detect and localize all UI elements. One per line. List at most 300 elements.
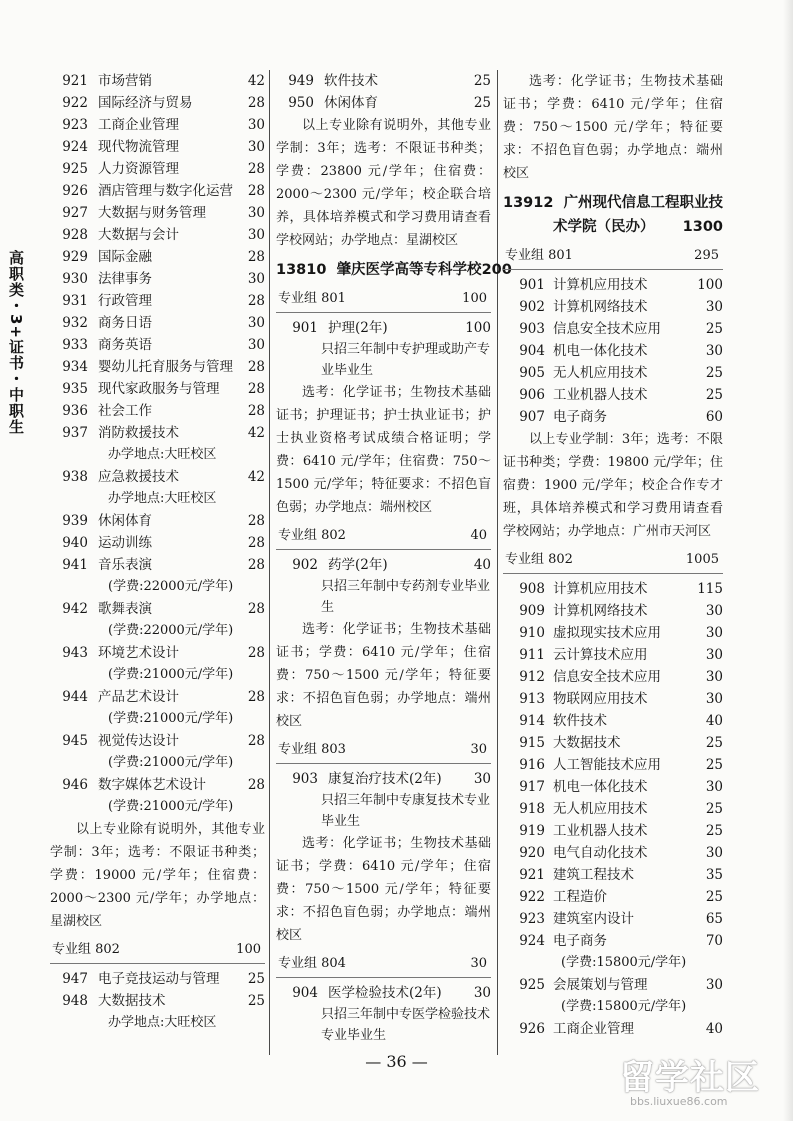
major-code: 904: [519, 343, 545, 359]
major-quota: 30: [705, 845, 723, 861]
major-row: [503, 622, 723, 644]
major-name: 工商企业管理: [553, 1021, 634, 1037]
side-category-tab: 高职类・3+证书・中职生: [7, 250, 25, 436]
major-code: 927: [62, 205, 88, 221]
major-name: 社会工作: [98, 403, 152, 419]
column-3: [503, 70, 723, 1040]
major-quota: 115: [697, 581, 723, 597]
major-name: 现代家政服务与管理: [98, 381, 220, 397]
major-code: 941: [62, 557, 88, 573]
major-code: 939: [62, 513, 88, 529]
major-name: 法律事务: [98, 271, 152, 287]
major-name: 大数据与财务管理: [98, 205, 206, 221]
major-quota: 28: [247, 249, 265, 265]
major-quota: 28: [247, 381, 265, 397]
major-quota: 28: [247, 535, 265, 551]
major-quota: 28: [247, 403, 265, 419]
major-name: 大数据技术: [553, 735, 621, 751]
major-name: 建筑工程技术: [553, 867, 634, 883]
major-row: [50, 268, 265, 290]
group-quota: 1005: [685, 552, 719, 567]
major-row: [50, 114, 265, 136]
major-name: 大数据技术: [98, 993, 166, 1009]
watermark-url: bbs.liuxue86.com: [630, 1095, 728, 1108]
major-row: [50, 730, 265, 752]
major-name: 国际金融: [98, 249, 152, 265]
major-row: [50, 246, 265, 268]
major-name: 大数据与会计: [98, 227, 179, 243]
major-name: 物联网应用技术: [553, 691, 648, 707]
major-name: 计算机网络技术: [553, 603, 648, 619]
major-row: [50, 378, 265, 400]
major-row: [50, 356, 265, 378]
program-note: 以上专业学制：3年；选考：不限证书种类；学费：19800 元/学年；住宿费：1900 元/学年；校企合作专才班，具体培养模式和学习费用请查看学校网站；办学地点：广州市天河区: [503, 432, 723, 539]
major-row: [50, 334, 265, 356]
major-name: 计算机应用技术: [553, 277, 648, 293]
major-row: [503, 974, 723, 996]
major-name: 工商企业管理: [98, 117, 179, 133]
major-row: [50, 554, 265, 576]
major-quota: 28: [247, 733, 265, 749]
major-name: 国际经济与贸易: [98, 95, 193, 111]
major-code: 920: [519, 845, 545, 861]
major-quota: 60: [705, 409, 723, 425]
major-name: 环境艺术设计: [98, 645, 179, 661]
major-row: [50, 224, 265, 246]
major-code: 923: [519, 911, 545, 927]
major-row: [50, 70, 265, 92]
major-quota: 25: [473, 95, 491, 111]
major-row: [276, 554, 491, 576]
program-note: 以上专业除有说明外，其他专业学制：3年；选考：不限证书种类；学费：19000 元/学年；住宿费：2000～2300 元/学年；办学地点：星湖校区: [50, 822, 265, 929]
major-code: 937: [62, 425, 88, 441]
major-name: 会展策划与管理: [553, 977, 648, 993]
major-code: 936: [62, 403, 88, 419]
school-name: 肇庆医学高等专科学校: [336, 262, 482, 278]
major-name: 电气自动化技术: [553, 845, 648, 861]
major-name: 信息安全技术应用: [553, 669, 661, 685]
group-header: [276, 288, 491, 313]
major-name: 休闲体育: [324, 95, 378, 111]
major-quota: 40: [473, 557, 491, 573]
major-quota: 28: [247, 95, 265, 111]
major-row: [503, 776, 723, 798]
major-quota: 30: [247, 139, 265, 155]
major-code: 912: [519, 669, 545, 685]
major-code: 907: [519, 409, 545, 425]
major-note: 办学地点:大旺校区: [108, 491, 217, 506]
major-code: 902: [292, 557, 318, 573]
major-quota: 35: [705, 867, 723, 883]
major-code: 918: [519, 801, 545, 817]
school-quota: 200: [481, 262, 512, 278]
major-name: 产品艺术设计: [98, 689, 179, 705]
major-row: [50, 686, 265, 708]
major-row: [503, 644, 723, 666]
major-row: [50, 290, 265, 312]
major-quota: 25: [247, 971, 265, 987]
major-note: (学费:15800元/学年): [561, 999, 687, 1014]
major-name: 现代物流管理: [98, 139, 179, 155]
major-list: [503, 274, 723, 428]
major-quota: 28: [247, 689, 265, 705]
major-name: 机电一体化技术: [553, 343, 648, 359]
group-header: [50, 939, 265, 964]
major-code: 929: [62, 249, 88, 265]
major-row: [50, 990, 265, 1012]
major-quota: 28: [247, 777, 265, 793]
major-code: 905: [519, 365, 545, 381]
major-quota: 30: [705, 343, 723, 359]
group-header: [276, 953, 491, 978]
major-row: [503, 864, 723, 886]
major-quota: 65: [705, 911, 723, 927]
major-name: 电子商务: [553, 933, 607, 949]
major-row: [50, 400, 265, 422]
major-name: 行政管理: [98, 293, 152, 309]
major-quota: 30: [247, 271, 265, 287]
column-divider: [269, 70, 270, 1055]
major-note: (学费:21000元/学年): [108, 799, 234, 814]
group-label: 专业组 804: [278, 956, 346, 971]
group-label: 专业组 801: [278, 291, 346, 306]
major-quota: 25: [705, 365, 723, 381]
column-divider: [497, 70, 498, 1055]
major-code: 910: [519, 625, 545, 641]
major-row: [50, 532, 265, 554]
major-name: 运动训练: [98, 535, 152, 551]
major-code: 930: [62, 271, 88, 287]
school-name: 广州现代信息工程职业技: [563, 195, 724, 211]
major-code: 908: [519, 581, 545, 597]
major-row: [50, 774, 265, 796]
major-quota: 25: [705, 387, 723, 403]
group-label: 专业组 802: [52, 942, 120, 957]
major-code: 932: [62, 315, 88, 331]
major-name: 信息安全技术应用: [553, 321, 661, 337]
program-note: 以上专业除有说明外，其他专业学制：3年；选考：不限证书种类；学费：23800 元/学年；住宿费：2000～2300 元/学年；校企联合培养，具体培养模式和学习费用请查看学校网站；办学地点：星湖校区: [276, 118, 491, 248]
major-name: 电子竞技运动与管理: [98, 971, 220, 987]
major-code: 922: [519, 889, 545, 905]
major-row: [503, 754, 723, 776]
major-name: 无人机应用技术: [553, 365, 648, 381]
major-list: [50, 968, 265, 1034]
major-note: 办学地点:大旺校区: [108, 447, 217, 462]
major-name: 康复治疗技术(2年): [328, 771, 442, 787]
major-code: 945: [62, 733, 88, 749]
major-note: (学费:22000元/学年): [108, 579, 234, 594]
major-quota: 30: [705, 603, 723, 619]
program-note: 选考：化学证书；生物技术基础证书；学费：6410 元/学年；住宿费：750～1500 元/学年；特征要求：不招色盲色弱；办学地点：端州校区: [276, 622, 491, 729]
major-code: 926: [519, 1021, 545, 1037]
major-row: [503, 318, 723, 340]
major-code: 926: [62, 183, 88, 199]
school-name-cont: 术学院（民办）: [553, 219, 655, 235]
major-row: [276, 768, 491, 790]
major-code: 943: [62, 645, 88, 661]
major-code: 904: [292, 985, 318, 1001]
major-code: 925: [519, 977, 545, 993]
major-name: 机电一体化技术: [553, 779, 648, 795]
major-code: 924: [62, 139, 88, 155]
major-quota: 25: [705, 735, 723, 751]
group-quota: 30: [470, 956, 487, 971]
major-code: 931: [62, 293, 88, 309]
major-name: 应急救援技术: [98, 469, 179, 485]
major-quota: 30: [247, 337, 265, 353]
major-row: [276, 92, 491, 114]
group-header: [503, 549, 723, 574]
major-name: 工业机器人技术: [553, 823, 648, 839]
major-code: 935: [62, 381, 88, 397]
major-row: [503, 732, 723, 754]
major-row: [50, 598, 265, 620]
major-row: [503, 274, 723, 296]
major-name: 商务英语: [98, 337, 152, 353]
major-code: 940: [62, 535, 88, 551]
major-note: (学费:21000元/学年): [108, 667, 234, 682]
major-code: 921: [519, 867, 545, 883]
major-name: 虚拟现实技术应用: [553, 625, 661, 641]
major-quota: 25: [705, 321, 723, 337]
major-row: [503, 798, 723, 820]
major-list: [50, 70, 265, 818]
major-note: (学费:15800元/学年): [561, 955, 687, 970]
major-note: 办学地点:大旺校区: [108, 1015, 217, 1030]
school-code: 13912: [503, 195, 554, 211]
major-code: 944: [62, 689, 88, 705]
major-name: 数字媒体艺术设计: [98, 777, 206, 793]
major-row: [503, 340, 723, 362]
major-name: 计算机应用技术: [553, 581, 648, 597]
group-header: [503, 245, 723, 270]
major-name: 药学(2年): [328, 557, 388, 573]
program-note: 选考：化学证书；生物技术基础证书；学费：6410 元/学年；住宿费：750～1500 元/学年；特征要求：不招色盲色弱；办学地点：端州校区: [276, 836, 491, 943]
group-header: [276, 739, 491, 764]
major-name: 工程造价: [553, 889, 607, 905]
major-quota: 100: [697, 277, 723, 293]
major-code: 903: [292, 771, 318, 787]
major-row: [503, 296, 723, 318]
group-header: [276, 525, 491, 550]
major-quota: 25: [705, 823, 723, 839]
school-header: [276, 258, 512, 282]
group-label: 专业组 802: [505, 552, 573, 567]
major-code: 916: [519, 757, 545, 773]
group-quota: 100: [236, 942, 261, 957]
major-row: [503, 666, 723, 688]
school-header: [503, 191, 723, 239]
major-code: 925: [62, 161, 88, 177]
major-code: 948: [62, 993, 88, 1009]
major-code: 902: [519, 299, 545, 315]
major-row: [503, 710, 723, 732]
major-quota: 28: [247, 293, 265, 309]
major-code: 901: [292, 320, 318, 336]
major-code: 909: [519, 603, 545, 619]
major-list: [503, 578, 723, 1040]
major-name: 软件技术: [324, 73, 378, 89]
group-quota: 40: [470, 528, 487, 543]
major-note: (学费:21000元/学年): [108, 711, 234, 726]
group-quota: 30: [470, 742, 487, 757]
major-quota: 30: [705, 299, 723, 315]
major-row: [276, 317, 491, 339]
major-row: [503, 600, 723, 622]
major-quota: 42: [247, 425, 265, 441]
major-row: [50, 466, 265, 488]
major-name: 电子商务: [553, 409, 607, 425]
major-quota: 30: [705, 691, 723, 707]
major-quota: 25: [705, 757, 723, 773]
major-row: [50, 202, 265, 224]
major-name: 软件技术: [553, 713, 607, 729]
major-list: [276, 70, 491, 114]
school-code: 13810: [276, 262, 327, 278]
major-row: [50, 968, 265, 990]
major-quota: 30: [705, 779, 723, 795]
group-quota: 100: [462, 291, 487, 306]
page-number: — 36 —: [365, 1052, 428, 1071]
school-quota: 1300: [682, 219, 723, 235]
major-code: 928: [62, 227, 88, 243]
major-name: 消防救援技术: [98, 425, 179, 441]
major-name: 音乐表演: [98, 557, 152, 573]
major-row: [50, 422, 265, 444]
major-quota: 28: [247, 183, 265, 199]
major-name: 人工智能技术应用: [553, 757, 661, 773]
major-quota: 28: [247, 645, 265, 661]
major-detail: 只招三年制中专康复技术专业毕业生: [321, 793, 491, 829]
major-detail: 只招三年制中专医学检验技术专业毕业生: [321, 1007, 491, 1043]
major-quota: 40: [705, 713, 723, 729]
major-code: 915: [519, 735, 545, 751]
major-code: 942: [62, 601, 88, 617]
scan-edge-shadow: [783, 0, 793, 1121]
major-quota: 42: [247, 469, 265, 485]
major-detail: 只招三年制中专药剂专业毕业生: [321, 579, 491, 615]
major-row: [503, 384, 723, 406]
major-row: [503, 908, 723, 930]
major-quota: 28: [247, 601, 265, 617]
major-code: 901: [519, 277, 545, 293]
group-quota: 295: [694, 248, 719, 263]
major-row: [503, 820, 723, 842]
major-quota: 28: [247, 161, 265, 177]
major-name: 商务日语: [98, 315, 152, 331]
major-code: 938: [62, 469, 88, 485]
major-row: [276, 982, 491, 1004]
major-code: 950: [288, 95, 314, 111]
major-quota: 30: [473, 771, 491, 787]
major-name: 酒店管理与数字化运营: [98, 183, 233, 199]
major-code: 947: [62, 971, 88, 987]
major-code: 913: [519, 691, 545, 707]
major-name: 护理(2年): [328, 320, 388, 336]
major-code: 921: [62, 73, 88, 89]
major-quota: 100: [465, 320, 491, 336]
major-code: 903: [519, 321, 545, 337]
group-label: 专业组 802: [278, 528, 346, 543]
group-label: 专业组 803: [278, 742, 346, 757]
program-note: 选考：化学证书；生物技术基础证书；学费：6410 元/学年；住宿费：750～1500 元/学年；特征要求：不招色盲色弱；办学地点：端州校区: [503, 74, 723, 181]
major-quota: 30: [247, 227, 265, 243]
major-quota: 30: [247, 117, 265, 133]
major-row: [50, 642, 265, 664]
major-quota: 30: [247, 205, 265, 221]
major-quota: 25: [705, 801, 723, 817]
major-quota: 70: [705, 933, 723, 949]
major-quota: 30: [705, 977, 723, 993]
major-note: (学费:22000元/学年): [108, 623, 234, 638]
major-quota: 30: [473, 985, 491, 1001]
major-code: 911: [519, 647, 545, 663]
major-row: [503, 362, 723, 384]
major-row: [503, 930, 723, 952]
major-note: (学费:21000元/学年): [108, 755, 234, 770]
major-quota: 28: [247, 359, 265, 375]
major-quota: 40: [705, 1021, 723, 1037]
major-code: 934: [62, 359, 88, 375]
major-name: 工业机器人技术: [553, 387, 648, 403]
major-code: 946: [62, 777, 88, 793]
major-code: 933: [62, 337, 88, 353]
major-name: 无人机应用技术: [553, 801, 648, 817]
major-row: [503, 578, 723, 600]
watermark-logo: [620, 1050, 780, 1110]
major-row: [50, 180, 265, 202]
major-name: 云计算技术应用: [553, 647, 648, 663]
major-detail: 只招三年制中专护理或助产专业毕业生: [321, 342, 491, 378]
major-row: [50, 136, 265, 158]
major-quota: 42: [247, 73, 265, 89]
major-row: [50, 92, 265, 114]
major-name: 歌舞表演: [98, 601, 152, 617]
major-quota: 25: [247, 993, 265, 1009]
major-quota: 28: [247, 513, 265, 529]
group-label: 专业组 801: [505, 248, 573, 263]
major-name: 医学检验技术(2年): [328, 985, 442, 1001]
major-code: 922: [62, 95, 88, 111]
major-name: 人力资源管理: [98, 161, 179, 177]
major-quota: 25: [473, 73, 491, 89]
major-row: [503, 688, 723, 710]
major-row: [276, 70, 491, 92]
major-code: 917: [519, 779, 545, 795]
major-row: [50, 312, 265, 334]
column-2: [276, 70, 512, 1046]
major-row: [503, 406, 723, 428]
major-name: 视觉传达设计: [98, 733, 179, 749]
major-code: 914: [519, 713, 545, 729]
major-row: [50, 510, 265, 532]
group-list: [276, 288, 491, 1046]
major-quota: 30: [705, 625, 723, 641]
major-code: 906: [519, 387, 545, 403]
column-1: [50, 70, 265, 1034]
major-name: 休闲体育: [98, 513, 152, 529]
major-code: 949: [288, 73, 314, 89]
major-name: 建筑室内设计: [553, 911, 634, 927]
major-quota: 28: [247, 557, 265, 573]
major-code: 923: [62, 117, 88, 133]
major-code: 924: [519, 933, 545, 949]
major-code: 919: [519, 823, 545, 839]
major-name: 市场营销: [98, 73, 152, 89]
major-row: [50, 158, 265, 180]
major-name: 计算机网络技术: [553, 299, 648, 315]
major-quota: 30: [705, 647, 723, 663]
